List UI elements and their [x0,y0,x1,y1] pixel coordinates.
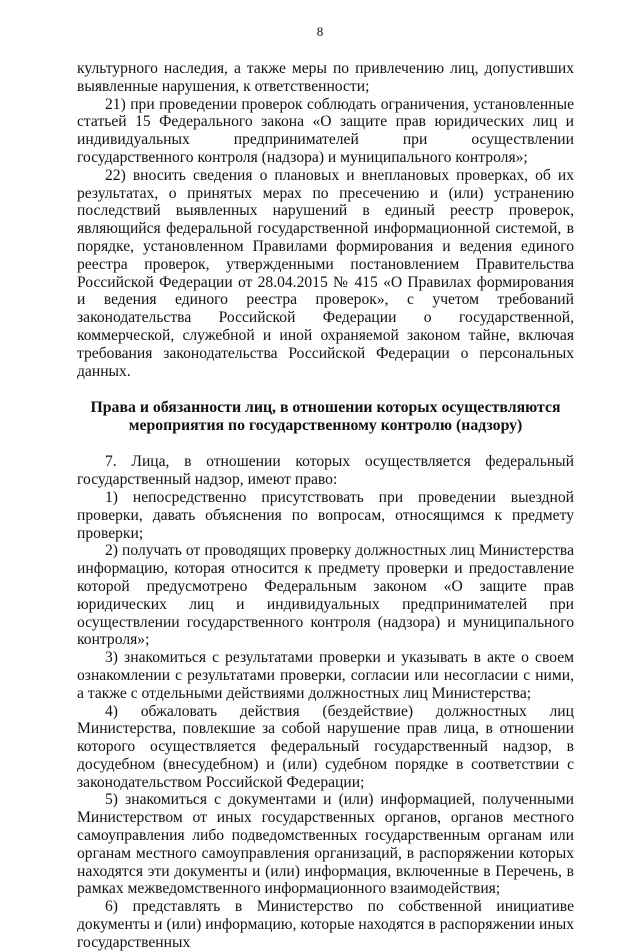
right-item-5: 5) знакомиться с документами и (или) информацией, полученными Министерством от иных государственных органов, органов местного самоуправления либо подведомственных государственным органам или органам местного самоуправления организаций, в распоряжении которых находятся эти документы и (или) информация, включенные в Перечень, в рамках межведомственного информационного взаимодействия; [77,791,574,898]
item-22-paragraph: 22) вносить сведения о плановых и внеплановых проверках, об их результатах, о принятых мерах по пресечению и (или) устранению последствий выявленных нарушений в единый реестр проверок, являющийся федеральной государственной информационной системой, в порядке, установленном Правилами формирования и ведения единого реестра проверок, утвержденными постановлением Правительства Российской Федерации от 28.04.2015 № 415 «О Правилах формирования и ведения единого реестра проверок», с учетом требований законодательства Российской Федерации о государственной, коммерческой, служебной и иной охраняемой законом тайне, включая требования законодательства Российской Федерации о персональных данных. [77,166,574,380]
section-heading-line-1: Права и обязанности лиц, в отношении которых осуществляются [90,399,561,417]
right-item-1: 1) непосредственно присутствовать при проведении выездной проверки, давать объяснения по вопросам, относящимся к предмету проверки; [77,488,574,542]
right-item-6: 6) представлять в Министерство по собственной инициативе документы и (или) информацию, которые находятся в распоряжении иных государственных [77,898,574,951]
item-21-paragraph: 21) при проведении проверок соблюдать ограничения, установленные статьей 15 Федерального закона «О защите прав юридических лиц и индивидуальных предпринимателей при осуществлении государственного контроля (надзора) и муниципального контроля»; [77,95,574,166]
right-item-4: 4) обжаловать действия (бездействие) должностных лиц Министерства, повлекшие за собой нарушение прав лица, в отношении которого осуществляется федеральный государственный надзор, в досудебном (внесудебном) и (или) судебном порядке в соответствии с законодательством Российской Федерации; [77,702,574,791]
page-number: 8 [316,24,324,39]
right-item-3: 3) знакомиться с результатами проверки и указывать в акте о своем ознакомлении с результатами проверки, согласии или несогласии с ними, а также с отдельными действиями должностных лиц Министерства; [77,649,574,702]
continuation-paragraph: культурного наследия, а также меры по привлечению лиц, допустивших выявленные нарушения, к ответственности; [77,60,574,95]
right-item-2: 2) получать от проводящих проверку должностных лиц Министерства информацию, которая относится к предмету проверки и предоставление которой предусмотрено Федеральным законом «О защите прав юридических лиц и индивидуальных предпринимателей при осуществлении государственного контроля (надзора) и муниципального контроля»; [77,542,574,649]
clause-7-intro: 7. Лица, в отношении которых осуществляется федеральный государственный надзор, имеют право: [77,453,574,489]
section-heading [77,399,574,435]
document-body [77,60,574,952]
section-heading-line-2: мероприятия по государственному контролю (надзору) [128,417,523,435]
